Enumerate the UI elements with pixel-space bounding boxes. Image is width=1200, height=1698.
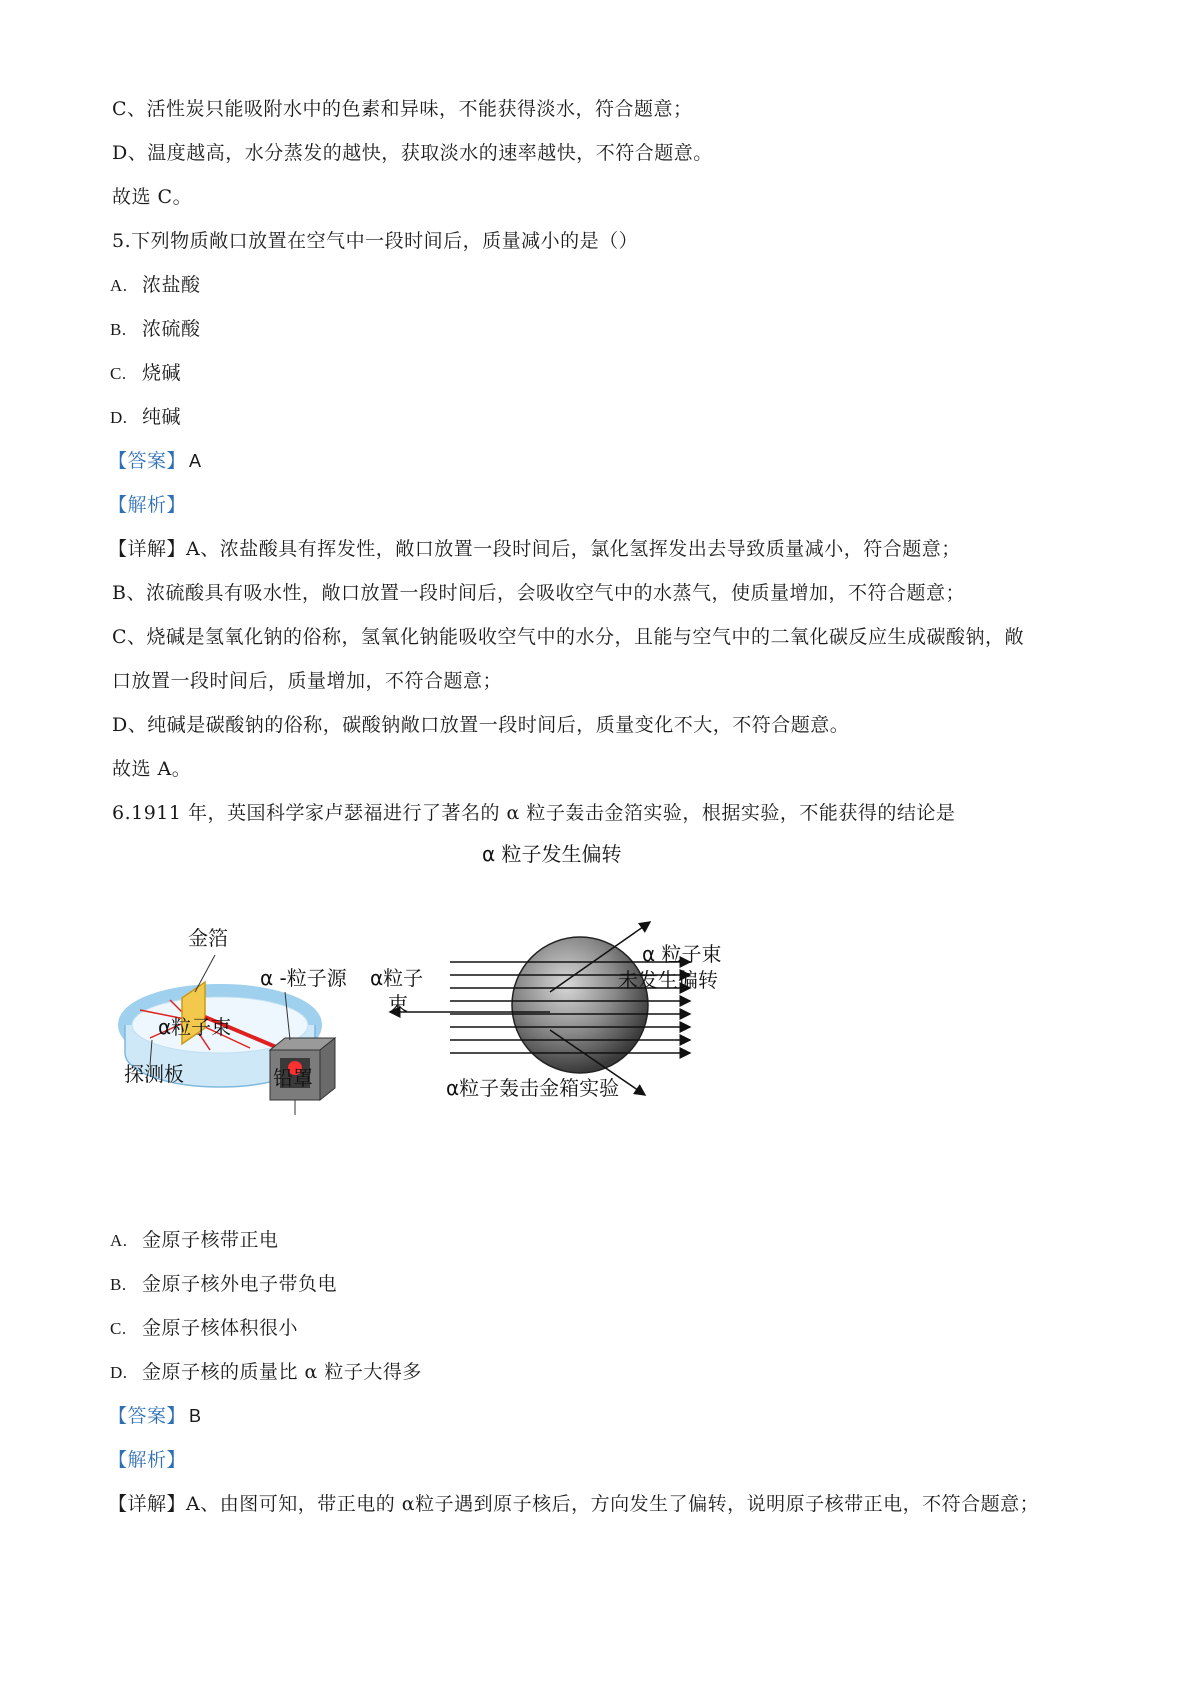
q5-detail-line: C、烧碱是氢氧化钠的俗称，氢氧化钠能吸收空气中的水分，且能与空气中的二氧化碳反应生成碳酸钠，敞 [112,626,1025,648]
label-alpha-source: α -粒子源 [260,966,347,990]
q5-detail-line: D、纯碱是碳酸钠的俗称，碳酸钠敞口放置一段时间后，质量变化不大，不符合题意。 [112,714,850,736]
q5-detail-line: 口放置一段时间后，质量增加，不符合题意； [112,670,503,692]
label-alpha-beam-left: α粒子束 [158,1015,232,1039]
q6-option-b: B. 金原子核外电子带负电 [110,1273,338,1295]
question-5: 5.下列物质敞口放置在空气中一段时间后，质量减小的是（） [112,230,639,252]
q6-answer: 【答案】 B [108,1405,202,1427]
q6-option-c: C. 金原子核体积很小 [110,1317,299,1339]
q5-answer: 【答案】 A [108,450,202,472]
text-line: C、活性炭只能吸附水中的色素和异味，不能获得淡水，符合题意； [112,98,693,120]
q5-option-c: C. 烧碱 [110,362,182,384]
label-beam-mid-1: α粒子 [370,966,424,990]
q5-detail-line: 【详解】A、浓盐酸具有挥发性，敞口放置一段时间后，氯化氢挥发出去导致质量减小，符合题意； [108,538,961,560]
question-6: 6.1911 年，英国科学家卢瑟福进行了著名的 α 粒子轰击金箔实验，根据实验，不能获得的结论是 [112,802,956,824]
q6-analysis-heading: 【解析】 [108,1449,187,1471]
label-beam-mid-2: 束 [388,992,408,1016]
q5-option-d: D. 纯碱 [110,406,182,428]
figure-caption: α粒子轰击金箱实验 [446,1076,620,1100]
q5-detail-line: 故选 A。 [112,758,192,780]
q6-detail-line: 【详解】A、由图可知，带正电的 α粒子遇到原子核后，方向发生了偏转，说明原子核带正电，不符合题意； [108,1493,1040,1515]
q6-option-d: D. 金原子核的质量比 α 粒子大得多 [110,1361,422,1383]
label-detector: 探测板 [124,1062,184,1086]
label-undeflected-1: α 粒子束 [642,942,722,966]
q5-option-b: B. 浓硫酸 [110,318,201,340]
text-line: 故选 C。 [112,186,193,208]
q5-analysis-heading: 【解析】 [108,494,187,516]
label-lead-box: 铅罩 [273,1066,313,1090]
q5-option-a: A. 浓盐酸 [110,274,201,296]
q6-option-a: A. 金原子核带正电 [110,1229,279,1251]
label-undeflected-2: 未发生偏转 [618,968,718,992]
rutherford-figure [110,842,790,1180]
label-gold-foil: 金箔 [188,926,228,950]
q5-detail-line: B、浓硫酸具有吸水性，敞口放置一段时间后，会吸收空气中的水蒸气，使质量增加，不符合题意； [112,582,965,604]
text-line: D、温度越高，水分蒸发的越快，获取淡水的速率越快，不符合题意。 [112,142,713,164]
label-deflected: α 粒子发生偏转 [482,842,622,866]
